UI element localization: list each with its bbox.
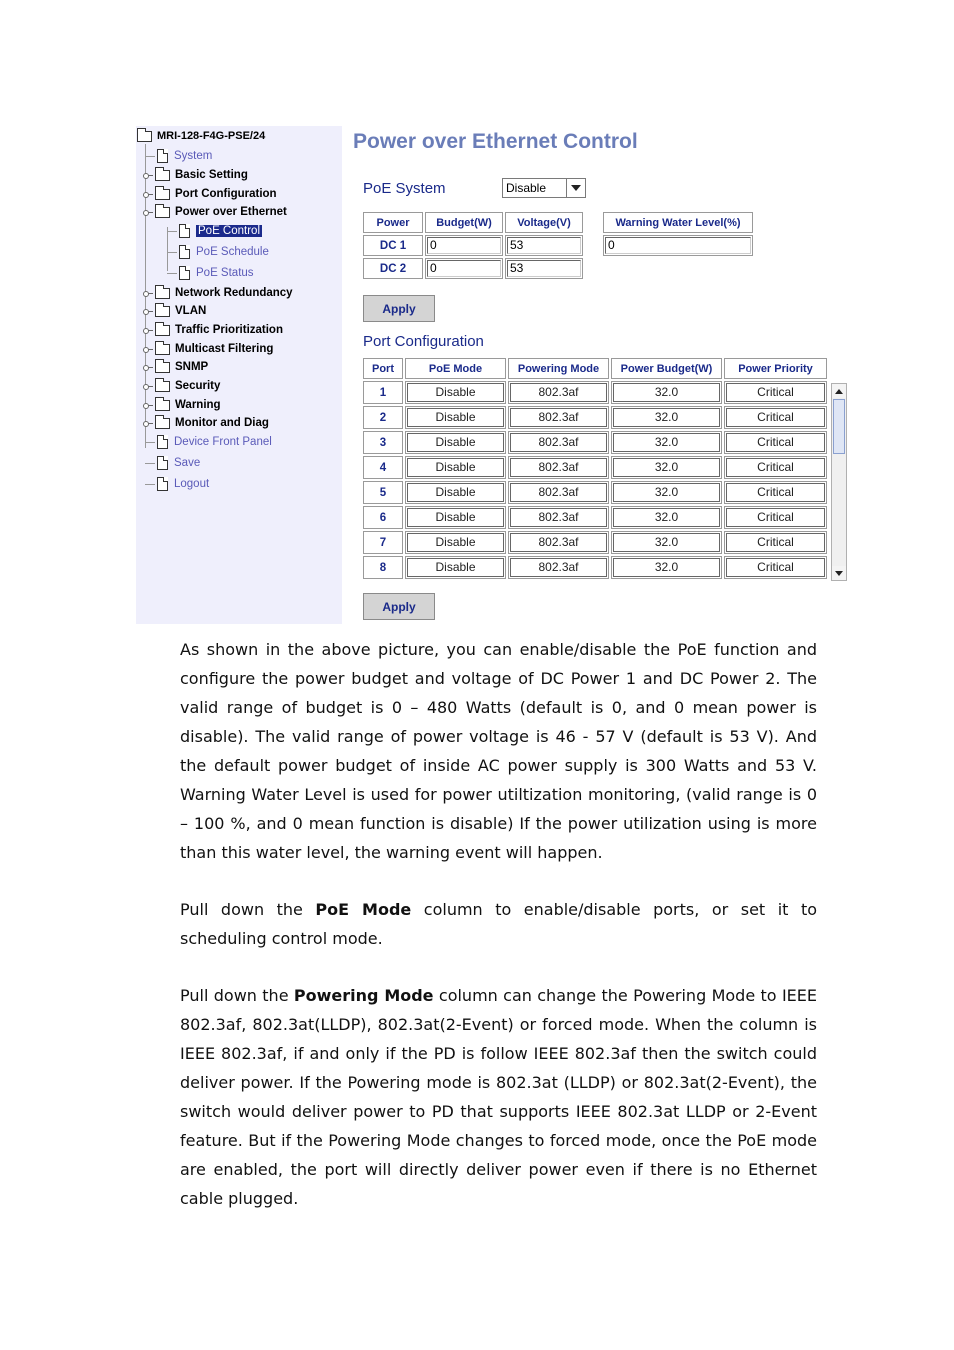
powering-mode-select[interactable]: 802.3af [510, 408, 607, 427]
tree-branch [167, 252, 177, 253]
tree-branch [145, 156, 155, 157]
power-budget-input[interactable]: 32.0 [613, 483, 720, 502]
power-budget-input[interactable]: 32.0 [613, 408, 720, 427]
table-row [363, 406, 827, 429]
warning-table [601, 210, 755, 258]
powering-mode-cell [508, 556, 609, 579]
description-paragraph: As shown in the above picture, you can enable/disable the PoE function and configure the power budget and voltage of DC Power 1 and DC Power 2. The valid range of budget is 0 – 480 Watts (default is 0, and 0 mean power is disable). The valid range of power voltage is 46 - 57 V (default is 53 V). And the default power budget of inside AC power supply is 300 Watts and 53 V. Warning Water Level is used for power utiltization monitoring, (valid range is 0 – 100 %, and 0 mean function is disable) If the power utilization using is more than this water level, the warning event will happen. [180, 640, 817, 862]
poe-mode-select[interactable]: Disable [407, 533, 504, 552]
poe-mode-cell [405, 406, 506, 429]
screenshot [136, 126, 848, 624]
power-budget-input[interactable]: 32.0 [613, 533, 720, 552]
poe-mode-paragraph [180, 895, 817, 953]
table-row [363, 456, 827, 479]
powering-mode-select[interactable]: 802.3af [510, 508, 607, 527]
column-header: Power [363, 212, 423, 233]
tree-item-device-front-panel[interactable]: Device Front Panel [145, 434, 272, 450]
expand-icon[interactable] [142, 401, 153, 410]
tree-item-security[interactable]: Security [142, 378, 220, 394]
navigation-tree [136, 126, 342, 624]
port-number: 5 [363, 481, 403, 504]
table-row [363, 381, 827, 404]
port-number: 3 [363, 431, 403, 454]
port-table-scrollbar[interactable] [831, 383, 847, 581]
table-row [363, 431, 827, 454]
tree-root[interactable]: MRI-128-F4G-PSE/24 [137, 128, 265, 144]
poe-system-select[interactable]: Disable [502, 178, 586, 198]
tree-branch [167, 231, 177, 232]
folder-icon [155, 306, 170, 317]
powering-mode-cell [508, 456, 609, 479]
page-title: Power over Ethernet Control [353, 130, 638, 153]
powering-mode-select[interactable]: 802.3af [510, 533, 607, 552]
table-row [363, 235, 583, 256]
folder-icon [155, 344, 170, 355]
power-table [361, 210, 585, 281]
power-budget-cell [611, 556, 722, 579]
power-budget-input[interactable]: 32.0 [613, 558, 720, 577]
power-priority-select[interactable]: Critical [726, 433, 825, 452]
power-budget-cell [611, 381, 722, 404]
port-table [361, 356, 829, 581]
budget-cell [425, 235, 503, 256]
power-budget-input[interactable]: 32.0 [613, 458, 720, 477]
folder-icon [155, 288, 170, 299]
poe-mode-cell [405, 556, 506, 579]
powering-mode-paragraph [180, 981, 817, 1213]
tree-item-poe-control[interactable]: PoE Control [167, 223, 262, 239]
dc1-voltage-input[interactable]: 53 [507, 237, 581, 254]
poe-system-label: PoE System [363, 180, 446, 197]
power-priority-select[interactable]: Critical [726, 408, 825, 427]
scroll-down-icon[interactable] [832, 566, 846, 580]
poe-control-panel [342, 126, 848, 624]
tree-branch [145, 463, 155, 464]
apply-ports-button[interactable]: Apply [363, 593, 435, 620]
tree-item-traffic-prioritization[interactable]: Traffic Prioritization [142, 322, 283, 338]
table-row [363, 506, 827, 529]
port-number: 6 [363, 506, 403, 529]
power-budget-input[interactable]: 32.0 [613, 383, 720, 402]
table-row [363, 556, 827, 579]
folder-open-icon [155, 207, 170, 218]
power-name: DC 2 [363, 258, 423, 279]
table-row [363, 531, 827, 554]
warning-cell [603, 235, 753, 256]
tree-branch [167, 273, 177, 274]
powering-mode-select[interactable]: 802.3af [510, 483, 607, 502]
page-icon [179, 266, 190, 280]
poe-mode-cell [405, 381, 506, 404]
page-icon [157, 435, 168, 449]
poe-mode-select[interactable]: Disable [407, 433, 504, 452]
voltage-cell [505, 258, 583, 279]
power-budget-input[interactable]: 32.0 [613, 508, 720, 527]
tree-item-poe-schedule[interactable]: PoE Schedule [167, 244, 269, 260]
port-number: 8 [363, 556, 403, 579]
powering-mode-select[interactable]: 802.3af [510, 433, 607, 452]
poe-mode-select[interactable]: Disable [407, 483, 504, 502]
poe-mode-cell [405, 481, 506, 504]
expand-icon[interactable] [142, 289, 153, 298]
power-priority-select[interactable]: Critical [726, 458, 825, 477]
power-budget-cell [611, 406, 722, 429]
dc1-budget-input[interactable]: 0 [427, 237, 501, 254]
poe-mode-select[interactable]: Disable [407, 408, 504, 427]
table-row [363, 481, 827, 504]
poe-mode-select[interactable]: Disable [407, 558, 504, 577]
power-priority-cell [724, 456, 827, 479]
powering-mode-cell [508, 406, 609, 429]
poe-mode-cell [405, 431, 506, 454]
paragraph-bold: PoE Mode [315, 900, 412, 919]
tree-item-network-redundancy[interactable]: Network Redundancy [142, 285, 293, 301]
paragraph-text: Pull down the [180, 986, 294, 1005]
expand-icon[interactable] [142, 171, 153, 180]
table-row [363, 258, 583, 279]
column-header: Warning Water Level(%) [603, 212, 753, 233]
power-budget-input[interactable]: 32.0 [613, 433, 720, 452]
power-priority-cell [724, 481, 827, 504]
power-priority-cell [724, 531, 827, 554]
column-header: Port [363, 358, 403, 379]
column-header: Power Budget(W) [611, 358, 722, 379]
dropdown-arrow-icon[interactable] [566, 179, 585, 197]
folder-icon [155, 170, 170, 181]
power-priority-cell [724, 506, 827, 529]
paragraph-text: Pull down the [180, 900, 316, 919]
folder-icon [155, 362, 170, 373]
folder-icon [155, 400, 170, 411]
folder-icon [155, 325, 170, 336]
table-header-row [603, 212, 753, 233]
powering-mode-select[interactable]: 802.3af [510, 458, 607, 477]
dc2-budget-input[interactable]: 0 [427, 260, 501, 277]
port-number: 7 [363, 531, 403, 554]
powering-mode-select[interactable]: 802.3af [510, 383, 607, 402]
power-budget-cell [611, 506, 722, 529]
power-priority-select[interactable]: Critical [726, 558, 825, 577]
expand-icon[interactable] [142, 190, 153, 199]
dc2-voltage-input[interactable]: 53 [507, 260, 581, 277]
poe-mode-cell [405, 456, 506, 479]
expand-icon[interactable] [142, 419, 153, 428]
power-budget-cell [611, 456, 722, 479]
tree-item-logout[interactable]: Logout [145, 476, 209, 492]
page-icon [157, 149, 168, 163]
tree-item-multicast-filtering[interactable]: Multicast Filtering [142, 341, 273, 357]
poe-mode-cell [405, 506, 506, 529]
tree-item-port-configuration[interactable]: Port Configuration [142, 186, 277, 202]
column-header: Voltage(V) [505, 212, 583, 233]
tree-item-warning[interactable]: Warning [142, 397, 221, 413]
paragraph-text: column can change the Powering Mode to IEEE 802.3af, 802.3at(LLDP), 802.3at(2-Event) or forced mode. When the column is IEEE 802.3af, if and only if the PD is follow IEEE 802.3af then the switch could deliver power. If the Powering mode is 802.3at (LLDP) or 802.3at(2-Event), the switch would deliver power to PD that supports IEEE 802.3at LLDP or 2-Event feature. But if the Powering Mode changes to forced mode, once the PoE mode are enabled, the port will directly deliver power even if there is no Ethernet cable plugged. [180, 986, 818, 1208]
poe-mode-select[interactable]: Disable [407, 458, 504, 477]
powering-mode-cell [508, 531, 609, 554]
powering-mode-cell [508, 431, 609, 454]
powering-mode-cell [508, 506, 609, 529]
power-priority-select[interactable]: Critical [726, 483, 825, 502]
budget-cell [425, 258, 503, 279]
power-priority-cell [724, 381, 827, 404]
tree-item-snmp[interactable]: SNMP [142, 359, 208, 375]
poe-mode-cell [405, 531, 506, 554]
folder-icon [155, 418, 170, 429]
expand-icon[interactable] [142, 363, 153, 372]
port-number: 4 [363, 456, 403, 479]
powering-mode-select[interactable]: 802.3af [510, 558, 607, 577]
table-header-row [363, 358, 827, 379]
expand-icon[interactable] [142, 307, 153, 316]
column-header: Budget(W) [425, 212, 503, 233]
tree-item-power-over-ethernet[interactable]: Power over Ethernet [142, 204, 287, 220]
power-priority-select[interactable]: Critical [726, 533, 825, 552]
power-budget-cell [611, 531, 722, 554]
paragraph-text: column to enable/disable ports, or set it to scheduling control mode. [180, 900, 818, 948]
paragraph-bold: Powering Mode [293, 986, 434, 1005]
poe-mode-select[interactable]: Disable [407, 508, 504, 527]
page-icon [179, 224, 190, 238]
power-priority-cell [724, 556, 827, 579]
power-name: DC 1 [363, 235, 423, 256]
poe-mode-select[interactable]: Disable [407, 383, 504, 402]
folder-icon [155, 189, 170, 200]
power-priority-cell [724, 431, 827, 454]
port-number: 2 [363, 406, 403, 429]
expand-icon[interactable] [142, 345, 153, 354]
apply-button[interactable]: Apply [363, 295, 435, 322]
table-header-row [363, 212, 583, 233]
column-header: PoE Mode [405, 358, 506, 379]
page-icon [157, 477, 168, 491]
warning-water-level-input[interactable]: 0 [605, 237, 751, 254]
tree-branch [145, 484, 155, 485]
powering-mode-cell [508, 481, 609, 504]
port-configuration-label: Port Configuration [363, 333, 484, 350]
voltage-cell [505, 235, 583, 256]
power-priority-select[interactable]: Critical [726, 508, 825, 527]
column-header: Powering Mode [508, 358, 609, 379]
power-budget-cell [611, 481, 722, 504]
page-icon [179, 245, 190, 259]
collapse-icon[interactable] [142, 208, 153, 217]
column-header: Power Priority [724, 358, 827, 379]
power-budget-cell [611, 431, 722, 454]
tree-item-system[interactable]: System [145, 148, 212, 164]
tree-item-basic-setting[interactable]: Basic Setting [142, 167, 248, 183]
tree-item-save[interactable]: Save [145, 455, 200, 471]
page-icon [157, 456, 168, 470]
expand-icon[interactable] [142, 382, 153, 391]
scroll-thumb[interactable] [833, 399, 845, 454]
power-priority-cell [724, 406, 827, 429]
tree-branch [145, 442, 155, 443]
scroll-up-icon[interactable] [832, 384, 846, 398]
power-priority-select[interactable]: Critical [726, 383, 825, 402]
table-row [603, 235, 753, 256]
folder-icon [137, 131, 152, 142]
expand-icon[interactable] [142, 326, 153, 335]
port-number: 1 [363, 381, 403, 404]
folder-icon [155, 381, 170, 392]
powering-mode-cell [508, 381, 609, 404]
tree-item-monitor-and-diag[interactable]: Monitor and Diag [142, 415, 269, 431]
tree-item-poe-status[interactable]: PoE Status [167, 265, 254, 281]
tree-item-vlan[interactable]: VLAN [142, 303, 206, 319]
